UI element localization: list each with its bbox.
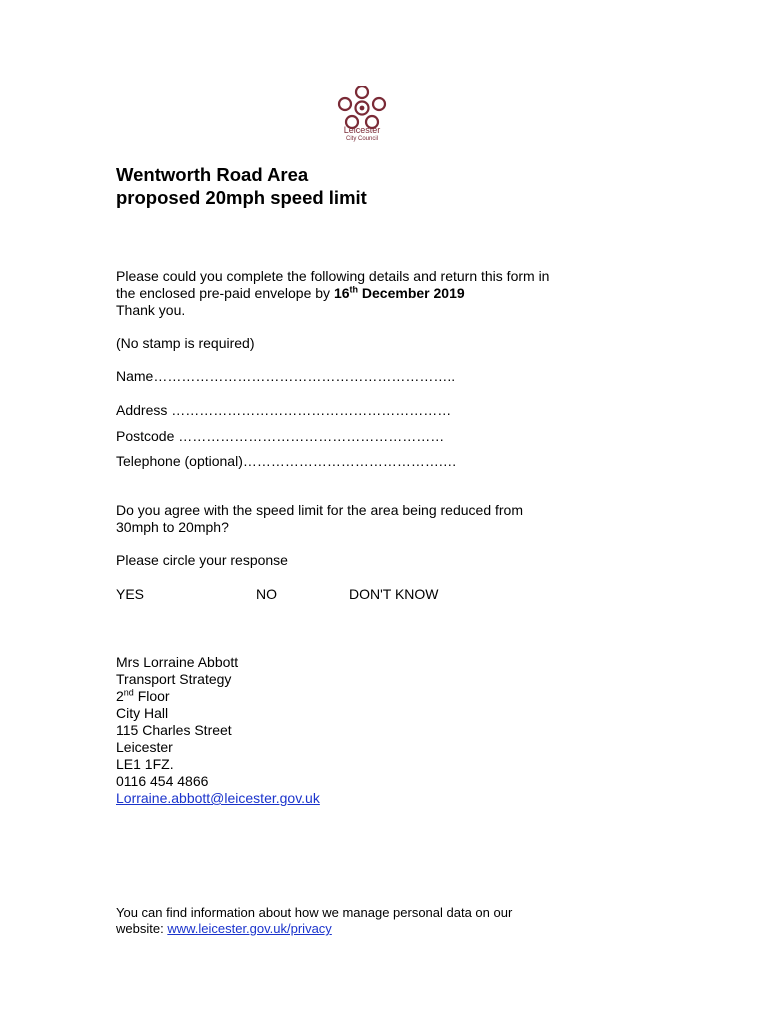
logo-line-1: Leicester [343, 125, 381, 135]
deadline-day: 16 [333, 285, 350, 301]
telephone-field[interactable]: Telephone (optional)…………………………………….… [116, 453, 457, 469]
intro-paragraph [116, 268, 549, 319]
privacy-footer [116, 905, 512, 937]
intro-line-3: Thank you. [116, 302, 186, 318]
question-line-1: Do you agree with the speed limit for the area being reduced from [116, 502, 524, 518]
deadline-month-year: December 2019 [358, 285, 465, 301]
floor-suffix: nd [123, 687, 134, 698]
page-title [116, 163, 367, 209]
name-field[interactable]: Name……………………………………………………….. [116, 368, 456, 384]
contact-department: Transport Strategy [116, 671, 232, 687]
floor-label: Floor [133, 688, 170, 704]
logo-line-2: City Council [345, 136, 378, 142]
contact-city: Leicester [116, 739, 173, 755]
postcode-field[interactable]: Postcode ………………………………………………… [116, 428, 445, 444]
title-line-2: proposed 20mph speed limit [116, 187, 367, 208]
contact-name: Mrs Lorraine Abbott [116, 654, 239, 670]
contact-floor [116, 688, 320, 705]
intro-line-2-text: the enclosed pre-paid envelope by [116, 285, 334, 301]
contact-phone: 0116 454 4866 [116, 773, 209, 789]
contact-address [116, 654, 320, 807]
intro-line-2 [116, 285, 549, 302]
question-line-2: 30mph to 20mph? [116, 519, 229, 535]
contact-email-link[interactable]: Lorraine.abbott@leicester.gov.uk [116, 790, 320, 806]
contact-building: City Hall [116, 705, 169, 721]
floor-number: 2 [116, 688, 124, 704]
privacy-link[interactable]: www.leicester.gov.uk/privacy [167, 921, 332, 936]
contact-street: 115 Charles Street [116, 722, 232, 738]
title-line-1: Wentworth Road Area [116, 164, 309, 185]
deadline-suffix: th [349, 284, 359, 295]
deadline-date [334, 285, 465, 301]
contact-postcode: LE1 1FZ. [116, 756, 174, 772]
no-stamp-note: (No stamp is required) [116, 335, 255, 351]
response-no[interactable]: NO [256, 586, 277, 602]
footer-line-1: You can find information about how we manage personal data on our [116, 905, 513, 920]
intro-line-1: Please could you complete the following details and return this form in [116, 268, 550, 284]
footer-website-label: website: [116, 921, 168, 936]
response-dont-know[interactable]: DON'T KNOW [349, 586, 439, 602]
footer-line-2 [116, 921, 512, 937]
address-field[interactable]: Address …………………………………………………… [116, 402, 452, 418]
response-yes[interactable]: YES [116, 586, 145, 602]
circle-instruction: Please circle your response [116, 552, 288, 568]
question [116, 502, 523, 536]
logo-wordmark [330, 126, 394, 144]
